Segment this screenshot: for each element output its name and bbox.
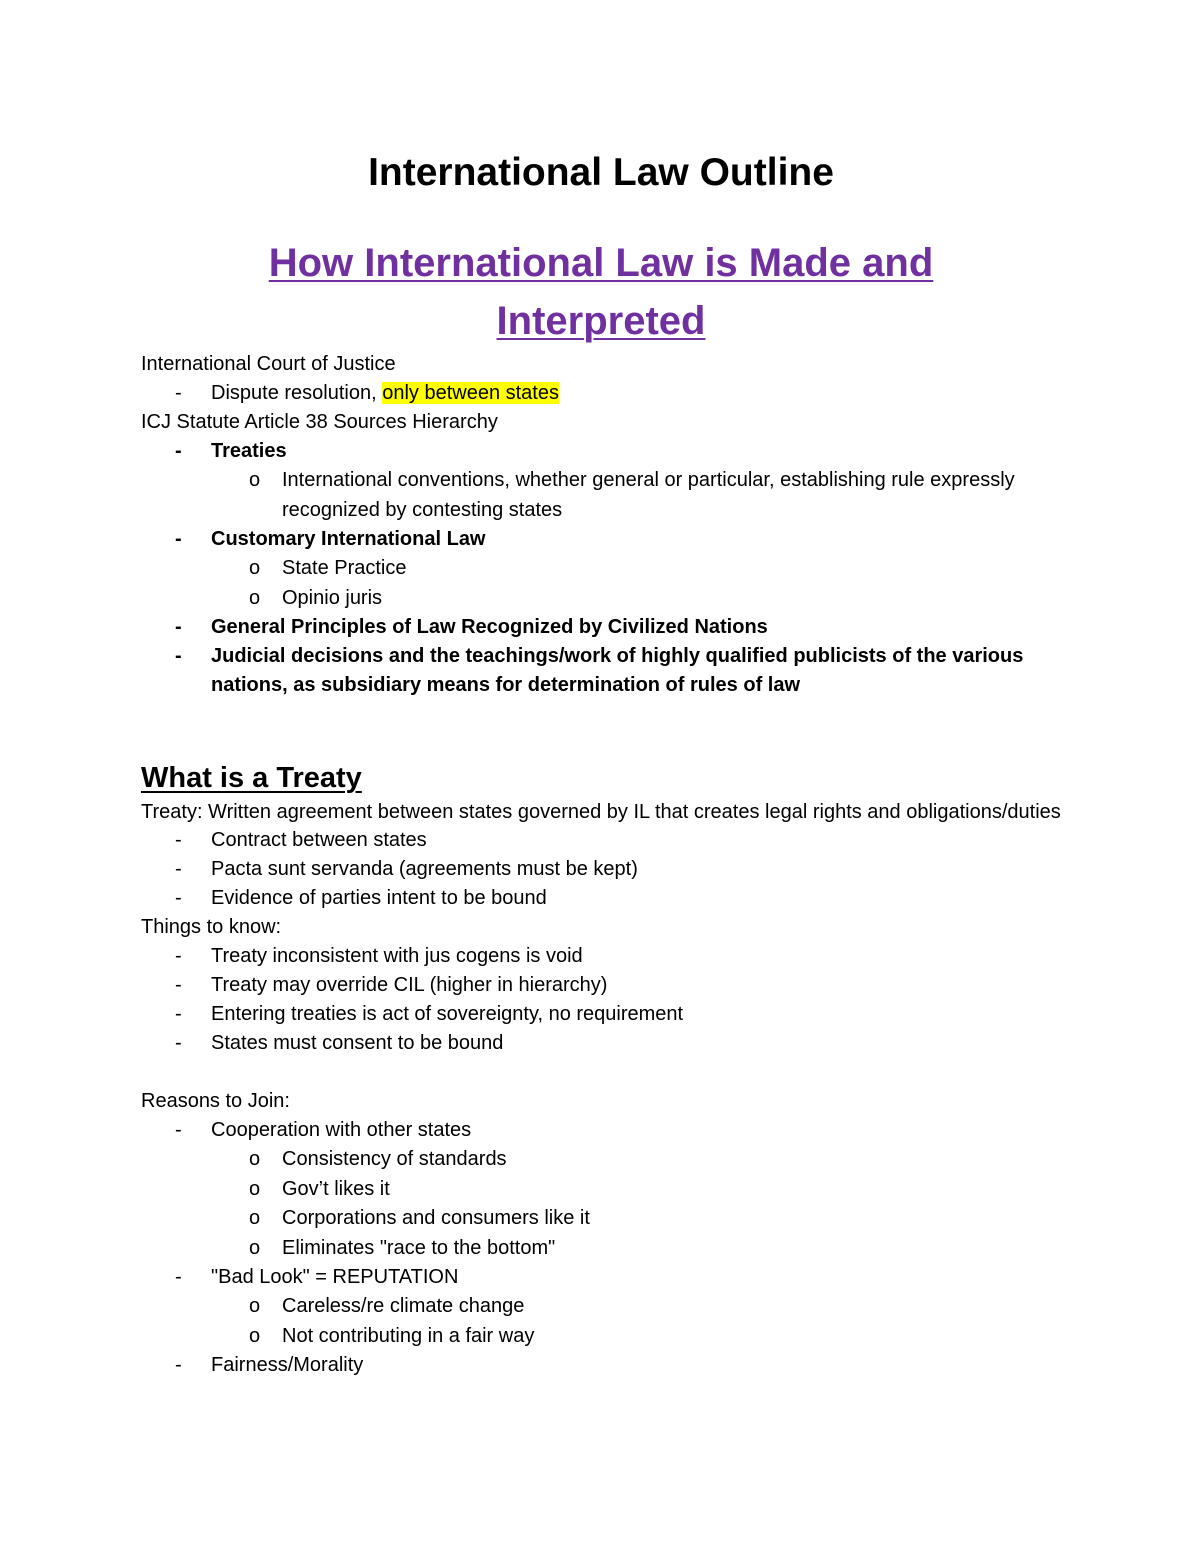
reasons-to-join-label: Reasons to Join: xyxy=(141,1090,290,1112)
dash-marker: - xyxy=(175,528,182,550)
things-bullet: Entering treaties is act of sovereignty, no requirement xyxy=(211,1003,684,1025)
circle-marker: o xyxy=(249,586,261,609)
list-item xyxy=(141,1234,1061,1264)
dash-marker: - xyxy=(175,829,182,851)
circle-marker: o xyxy=(249,557,261,579)
list-item xyxy=(141,1029,1061,1058)
list-item xyxy=(141,1000,1061,1029)
list-item xyxy=(141,379,1061,408)
section-heading-line2: Interpreted xyxy=(496,299,706,343)
reason-sub-item: Consistency of standards xyxy=(282,1148,507,1170)
dash-marker: - xyxy=(175,1032,182,1054)
definition-bullet: Evidence of parties intent to be bound xyxy=(211,887,547,909)
dash-marker: - xyxy=(175,645,182,667)
document-page xyxy=(141,148,1061,1380)
list-item xyxy=(141,942,1061,971)
dash-marker: - xyxy=(175,440,182,462)
dash-marker: - xyxy=(175,1354,182,1376)
icj-label: International Court of Justice xyxy=(141,353,396,375)
list-item xyxy=(141,1175,1061,1205)
highlighted-text: only between states xyxy=(382,382,559,404)
list-item xyxy=(141,1263,1061,1292)
source-cil: Customary International Law xyxy=(211,528,486,550)
spacer xyxy=(141,1058,1061,1087)
list-item xyxy=(141,826,1061,855)
dash-marker: - xyxy=(175,945,182,967)
section-heading-text: What is a Treaty xyxy=(141,762,362,794)
dash-marker: - xyxy=(175,974,182,996)
things-bullet: States must consent to be bound xyxy=(211,1032,504,1054)
reason-sub-item: Careless/re climate change xyxy=(282,1295,525,1317)
reason-bad-look: "Bad Look" = REPUTATION xyxy=(211,1266,459,1288)
source-general-principles: General Principles of Law Recognized by Civilized Nations xyxy=(211,616,768,638)
dash-marker: - xyxy=(175,616,182,638)
article38-label: ICJ Statute Article 38 Sources Hierarchy xyxy=(141,411,498,433)
things-to-know-label: Things to know: xyxy=(141,916,282,938)
list-item xyxy=(141,971,1061,1000)
dash-marker: - xyxy=(175,858,182,880)
section-heading-made-interpreted xyxy=(141,234,1061,350)
section-heading-what-is-treaty xyxy=(141,758,1061,798)
things-bullet: Treaty may override CIL (higher in hierarchy) xyxy=(211,974,608,996)
section-heading-line1: How International Law is Made and xyxy=(268,241,934,285)
list-item xyxy=(141,437,1061,466)
reason-fairness: Fairness/Morality xyxy=(211,1354,364,1376)
reason-sub-item: Gov’t likes it xyxy=(282,1177,390,1200)
list-item xyxy=(141,884,1061,913)
list-item xyxy=(141,525,1061,554)
circle-marker: o xyxy=(249,1236,261,1259)
circle-marker: o xyxy=(249,469,261,491)
dash-marker: - xyxy=(175,382,182,404)
reason-cooperation: Cooperation with other states xyxy=(211,1119,472,1141)
dash-marker: - xyxy=(175,1266,182,1288)
list-item xyxy=(141,466,1061,525)
list-item xyxy=(141,613,1061,642)
spacer xyxy=(141,700,1061,758)
things-bullet: Treaty inconsistent with jus cogens is void xyxy=(211,945,583,967)
list-item xyxy=(141,1292,1061,1322)
list-item xyxy=(141,1322,1061,1352)
circle-marker: o xyxy=(249,1295,261,1317)
source-treaties-detail: International conventions, whether general or particular, establishing rule expressly recognized by contesting states xyxy=(282,469,1015,521)
reason-sub-item: Not contributing in a fair way xyxy=(282,1324,535,1347)
list-item xyxy=(141,1204,1061,1234)
dash-marker: - xyxy=(175,1003,182,1025)
source-treaties: Treaties xyxy=(211,440,287,462)
list-item xyxy=(141,855,1061,884)
treaty-definition: Treaty: Written agreement between states governed by IL that creates legal rights and obligations/duties xyxy=(141,801,1061,823)
list-item xyxy=(141,554,1061,584)
list-item xyxy=(141,1116,1061,1145)
source-cil-opinio-juris: Opinio juris xyxy=(282,586,383,609)
document-title: International Law Outline xyxy=(368,151,834,194)
list-item xyxy=(141,1351,1061,1380)
source-judicial-decisions: Judicial decisions and the teachings/work of highly qualified publicists of the various nations, as subsidiary means for determination of rules of law xyxy=(211,645,1024,696)
definition-bullet: Contract between states xyxy=(211,829,427,851)
source-cil-state-practice: State Practice xyxy=(282,557,407,579)
reason-sub-item: Eliminates "race to the bottom" xyxy=(282,1236,556,1259)
circle-marker: o xyxy=(249,1324,261,1347)
definition-bullet: Pacta sunt servanda (agreements must be kept) xyxy=(211,858,638,880)
circle-marker: o xyxy=(249,1207,261,1229)
circle-marker: o xyxy=(249,1177,261,1200)
circle-marker: o xyxy=(249,1148,261,1170)
dash-marker: - xyxy=(175,1119,182,1141)
list-item xyxy=(141,1145,1061,1175)
list-item xyxy=(141,642,1061,700)
dash-marker: - xyxy=(175,887,182,909)
list-item xyxy=(141,584,1061,614)
reason-sub-item: Corporations and consumers like it xyxy=(282,1207,590,1229)
icj-bullet-text: Dispute resolution, xyxy=(211,382,383,404)
